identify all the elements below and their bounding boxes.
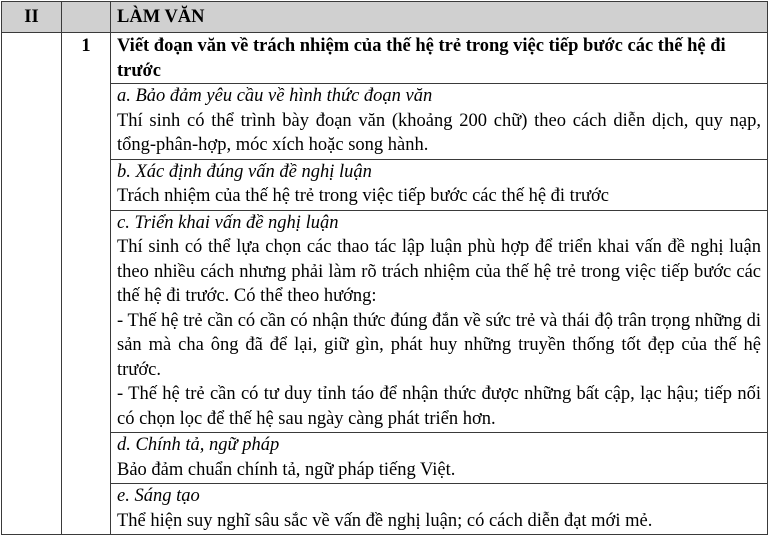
criterion-row-d	[2, 433, 768, 484]
section-header-row	[2, 2, 768, 33]
question-number-header-cell	[62, 2, 111, 33]
criterion-a-cell	[111, 84, 768, 160]
criterion-row-c	[2, 210, 768, 433]
criterion-e-cell	[111, 484, 768, 535]
criterion-heading: d. Chính tả, ngữ pháp	[117, 435, 280, 455]
section-number-cell: II	[2, 2, 62, 33]
criterion-bullet: - Thế hệ trẻ cần có cần có nhận thức đúng đắn về sức trẻ và thái độ trân trọng những di sản mà cha ông đã để lại, giữ gìn, phát huy những truyền thống tốt đẹp của thế hệ trước.	[117, 310, 761, 380]
criterion-text: Thí sinh có thể lựa chọn các thao tác lập luận phù hợp để triển khai vấn đề nghị luận theo nhiều cách nhưng phải làm rõ trách nhiệm của thế hệ trẻ trong việc tiếp bước các thế hệ đi trước. Có thể theo hướng:	[117, 237, 761, 306]
section-title-cell: LÀM VĂN	[111, 2, 768, 33]
criterion-text: Thí sinh có thể trình bày đoạn văn (khoảng 200 chữ) theo cách diễn dịch, quy nạp, tổng-phân-hợp, móc xích hoặc song hành.	[117, 110, 761, 155]
criterion-text: Bảo đảm chuẩn chính tả, ngữ pháp tiếng Việt.	[117, 459, 456, 480]
criterion-d-cell	[111, 433, 768, 484]
criterion-heading: b. Xác định đúng vấn đề nghị luận	[117, 161, 372, 182]
question-number-cell: 1	[62, 33, 111, 535]
criterion-text: Thể hiện suy nghĩ sâu sắc về vấn đề nghị luận; có cách diễn đạt mới mẻ.	[117, 510, 653, 531]
criterion-c-cell	[111, 210, 768, 433]
criterion-b-cell	[111, 159, 768, 210]
question-title-cell: Viết đoạn văn về trách nhiệm của thế hệ trẻ trong việc tiếp bước các thế hệ đi trước	[111, 33, 768, 84]
criterion-row-b	[2, 159, 768, 210]
criterion-text: Trách nhiệm của thế hệ trẻ trong việc tiếp bước các thế hệ đi trước	[117, 186, 610, 206]
criterion-row-e	[2, 484, 768, 535]
criterion-heading: c. Triển khai vấn đề nghị luận	[117, 212, 339, 233]
criterion-heading: e. Sáng tạo	[117, 486, 200, 506]
question-title-row	[2, 33, 768, 84]
section-spacer-cell	[2, 33, 62, 535]
criterion-bullet: - Thế hệ trẻ cần có tư duy tỉnh táo để nhận thức được những bất cập, lạc hậu; tiếp nối có chọn lọc để thế hệ sau ngày càng phát triển hơn.	[117, 384, 761, 429]
criterion-heading: a. Bảo đảm yêu cầu về hình thức đoạn văn	[117, 86, 433, 106]
criterion-row-a	[2, 84, 768, 160]
grading-rubric-table	[1, 1, 768, 535]
